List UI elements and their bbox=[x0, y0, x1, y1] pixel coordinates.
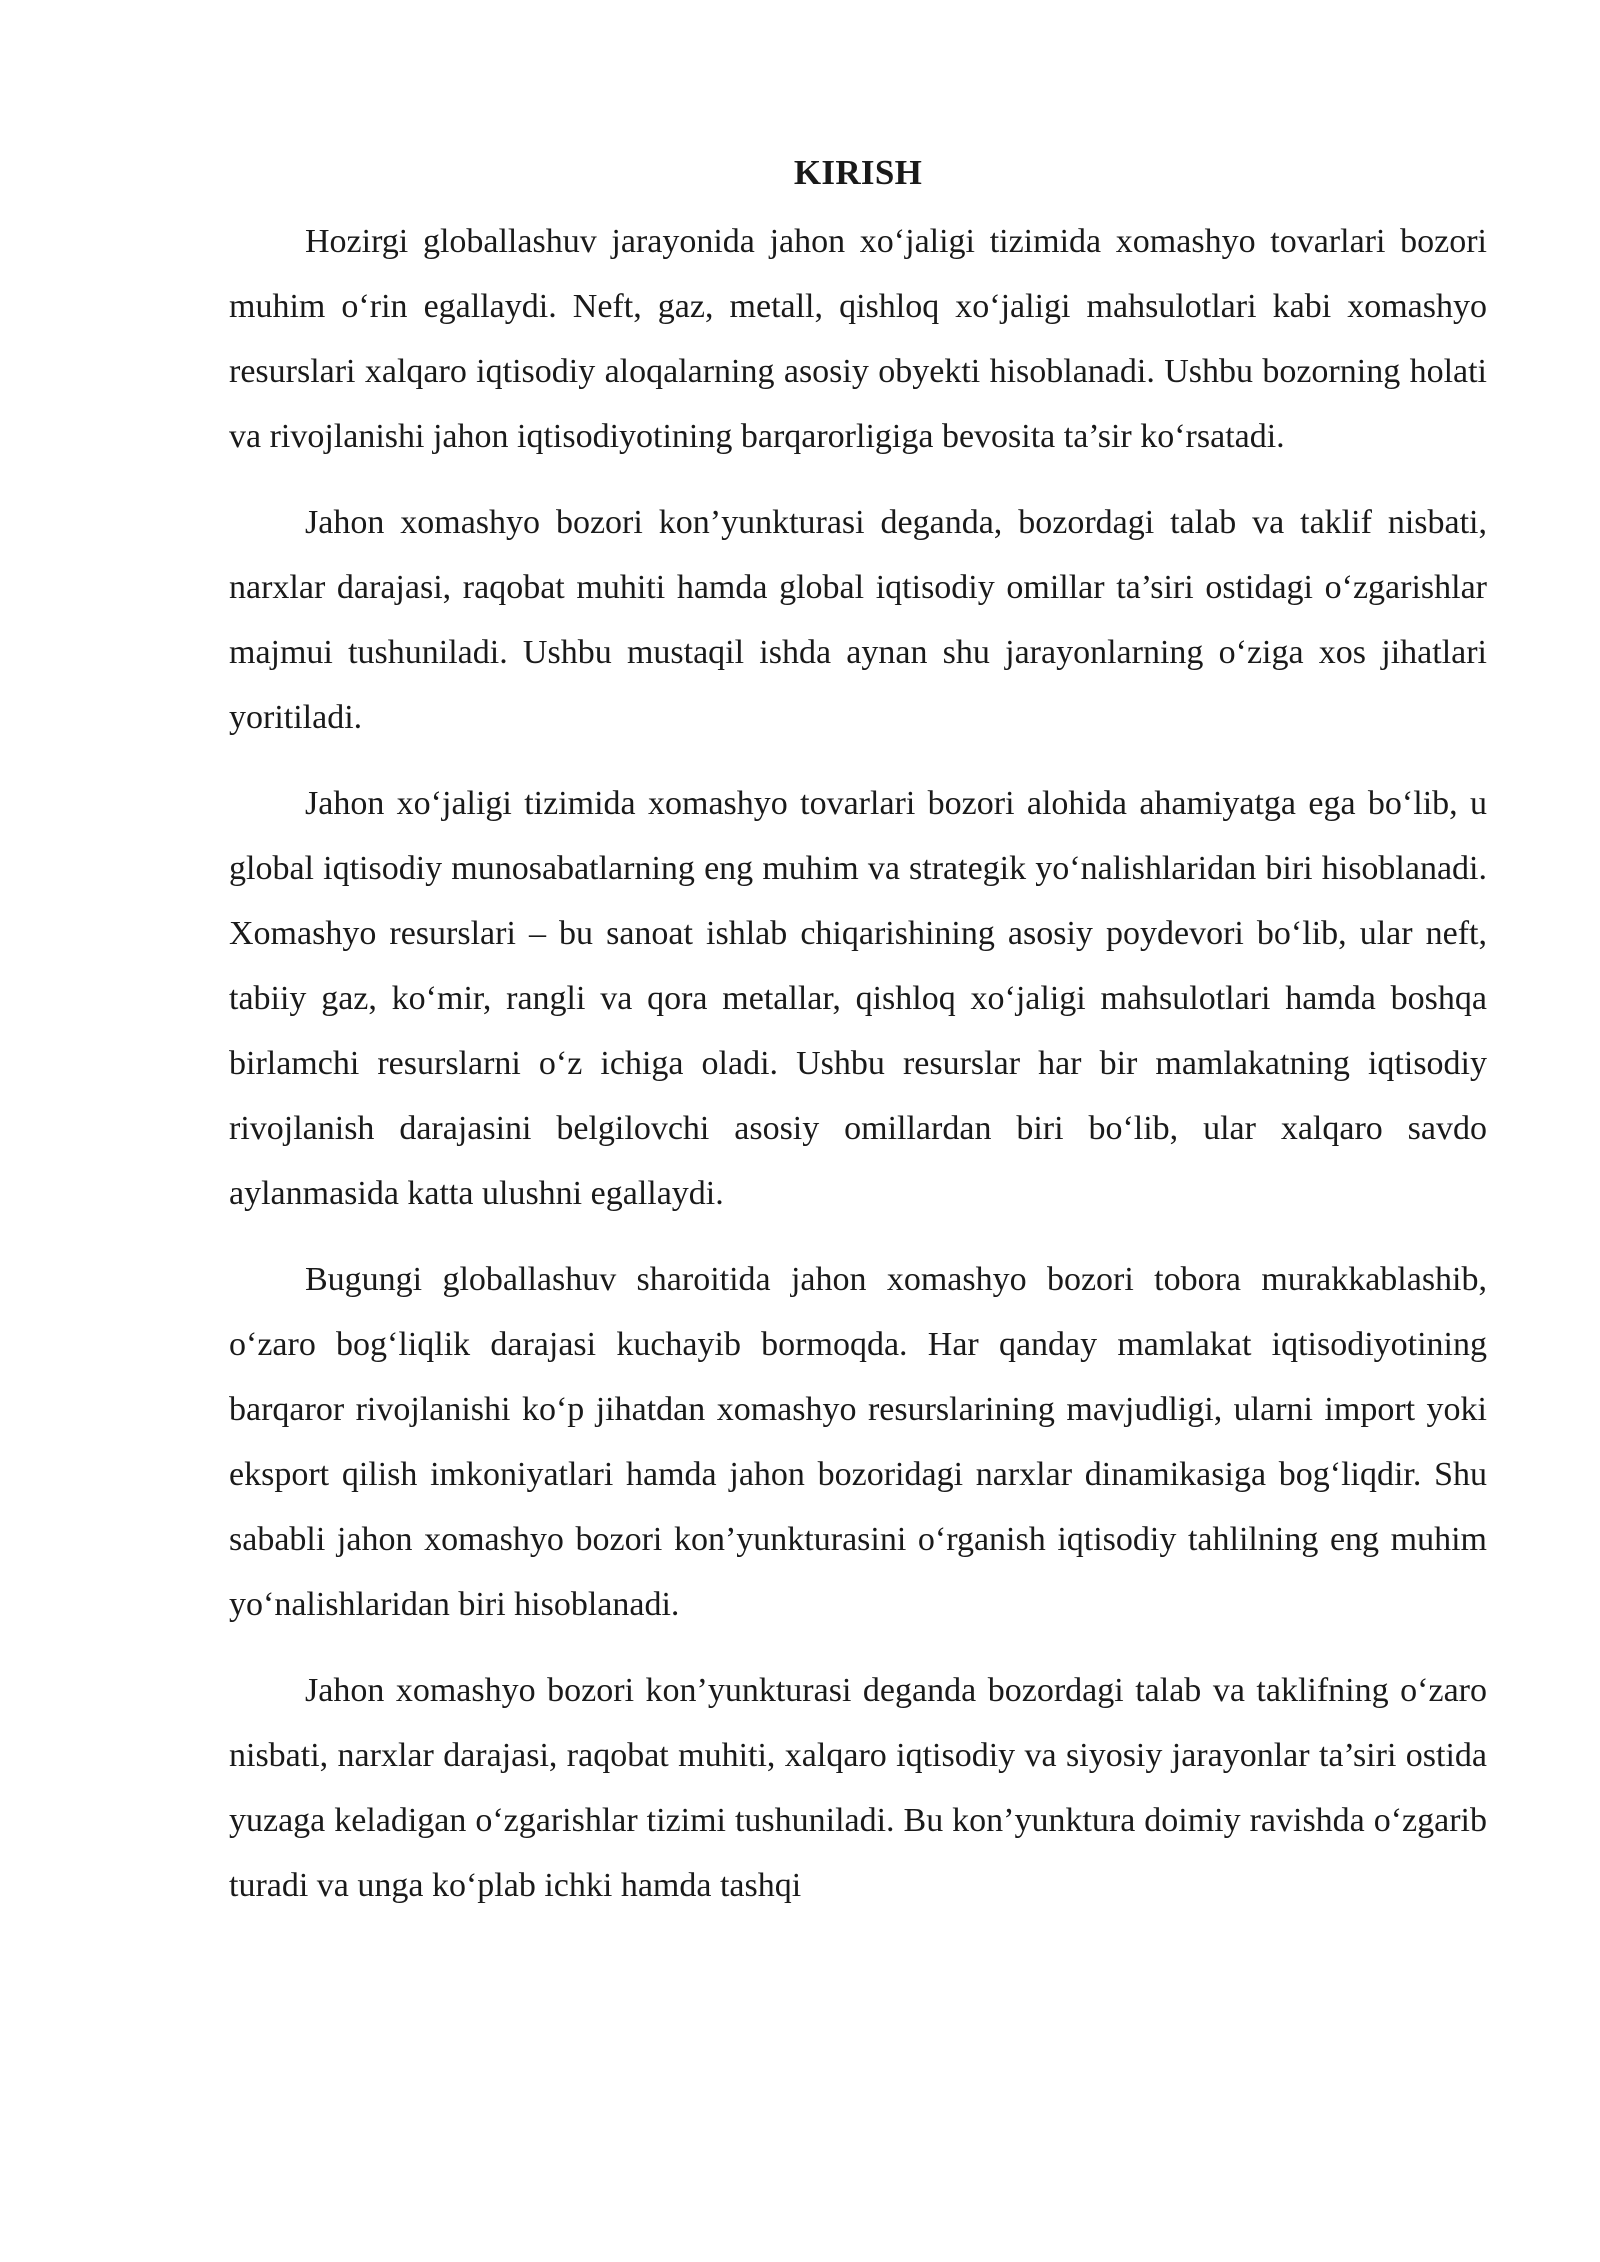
paragraph-3: Jahon xo‘jaligi tizimida xomashyo tovarlari bozori alohida ahamiyatga ega bo‘lib, u global iqtisodiy munosabatlarning eng muhim va strategik yo‘nalishlaridan biri hisoblanadi. Xomashyo resurslari – bu sanoat ishlab chiqarishining asosiy poydevori bo‘lib, ular neft, tabiiy gaz, ko‘mir, rangli va qora metallar, qishloq xo‘jaligi mahsulotlari hamda boshqa birlamchi resurslarni o‘z ichiga oladi. Ushbu resurslar har bir mamlakatning iqtisodiy rivojlanish darajasini belgilovchi asosiy omillardan biri bo‘lib, ular xalqaro savdo aylanmasida katta ulushni egallaydi. bbox=[229, 785, 1487, 1212]
section-title: KIRISH bbox=[793, 153, 923, 192]
document-body bbox=[229, 148, 1487, 1939]
paragraph-4: Bugungi globallashuv sharoitida jahon xomashyo bozori tobora murakkablashib, o‘zaro bog‘liqlik darajasi kuchayib bormoqda. Har qanday mamlakat iqtisodiyotining barqaror rivojlanishi ko‘p jihatdan xomashyo resurslarining mavjudligi, ularni import yoki eksport qilish imkoniyatlari hamda jahon bozoridagi narxlar dinamikasiga bog‘liqdir. Shu sababli jahon xomashyo bozori kon’yunkturasini o‘rganish iqtisodiy tahlilning eng muhim yo‘nalishlaridan biri hisoblanadi. bbox=[229, 1261, 1487, 1623]
paragraph-2: Jahon xomashyo bozori kon’yunkturasi deganda, bozordagi talab va taklif nisbati, narxlar darajasi, raqobat muhiti hamda global iqtisodiy omillar ta’siri ostidagi o‘zgarishlar majmui tushuniladi. Ushbu mustaqil ishda aynan shu jarayonlarning o‘ziga xos jihatlari yoritiladi. bbox=[229, 504, 1487, 736]
paragraph-5: Jahon xomashyo bozori kon’yunkturasi deganda bozordagi talab va taklifning o‘zaro nisbati, narxlar darajasi, raqobat muhiti, xalqaro iqtisodiy va siyosiy jarayonlar ta’siri ostida yuzaga keladigan o‘zgarishlar tizimi tushuniladi. Bu kon’yunktura doimiy ravishda o‘zgarib turadi va unga ko‘plab ichki hamda tashqi bbox=[229, 1672, 1487, 1904]
paragraph-1: Hozirgi globallashuv jarayonida jahon xo‘jaligi tizimida xomashyo tovarlari bozori muhim o‘rin egallaydi. Neft, gaz, metall, qishloq xo‘jaligi mahsulotlari kabi xomashyo resurslari xalqaro iqtisodiy aloqalarning asosiy obyekti hisoblanadi. Ushbu bozorning holati va rivojlanishi jahon iqtisodiyotining barqarorligiga bevosita ta’sir ko‘rsatadi. bbox=[229, 223, 1487, 455]
